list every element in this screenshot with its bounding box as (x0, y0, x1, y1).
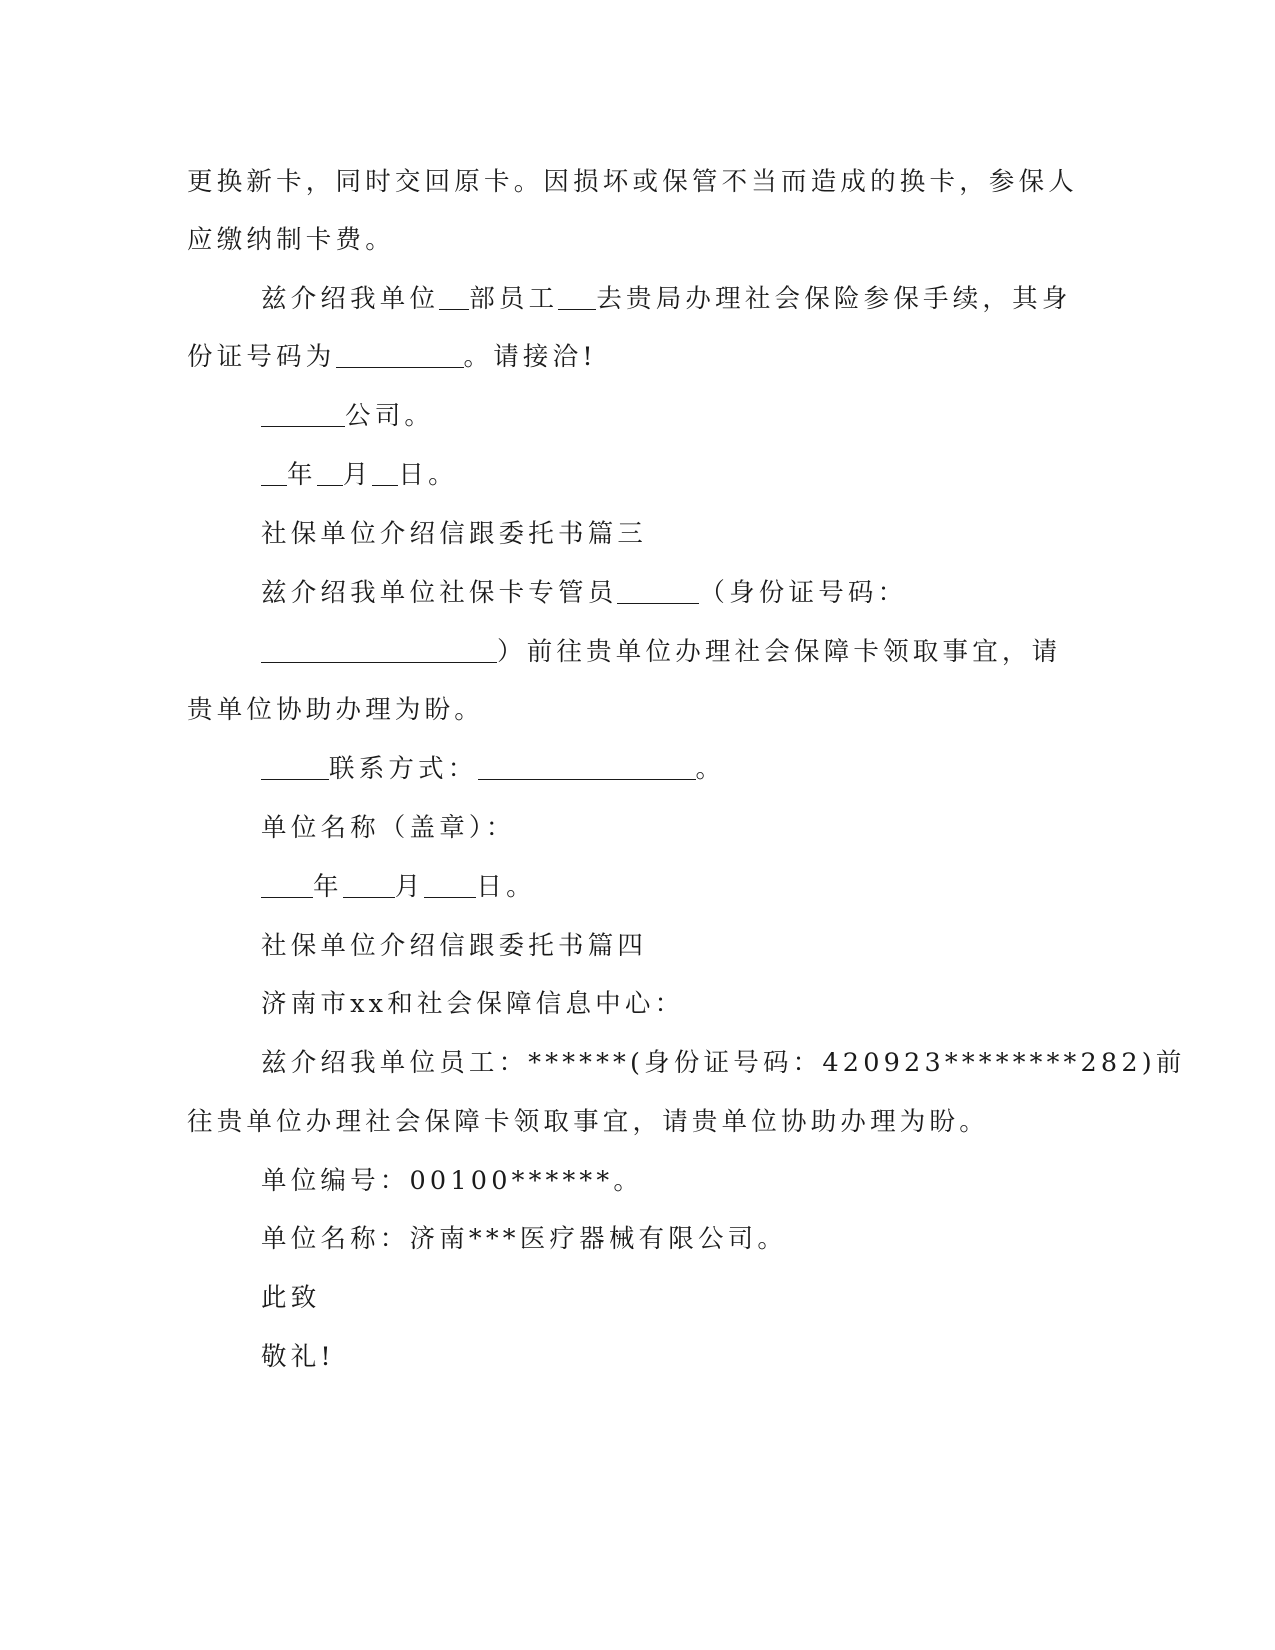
text: 日。 (476, 872, 536, 902)
text: 单位名称（盖章）： (261, 813, 516, 843)
text: 敬礼! (261, 1342, 335, 1372)
text: ）前往贵单位办理社会保障卡领取事宜，请 (497, 637, 1062, 667)
text: 贵单位协助办理为盼。 (187, 695, 485, 725)
text: （身份证号码： (699, 578, 908, 608)
text: 日。 (398, 460, 458, 490)
blank-day (372, 461, 398, 486)
text: 往贵单位办理社会保障卡领取事宜，请贵单位协助办理为盼。 (187, 1107, 989, 1137)
text: 社保单位介绍信跟委托书篇四 (261, 931, 648, 961)
blank-employee (558, 285, 596, 310)
blank-manager-name (617, 579, 699, 604)
blank-contact (478, 755, 696, 780)
paragraph-line (187, 694, 484, 726)
text: 更换新卡，同时交回原卡。因损坏或保管不当而造成的换卡，参保人 (187, 167, 1079, 197)
text: 月 (394, 872, 425, 902)
date-line (261, 871, 536, 903)
text: 公司。 (345, 401, 435, 431)
section-heading (261, 518, 647, 550)
blank-company (261, 402, 345, 427)
paragraph-line (261, 1047, 1186, 1079)
closing-line (261, 1282, 320, 1314)
paragraph-line (187, 1106, 989, 1138)
text: 。请接洽! (463, 342, 597, 372)
text: 年 (287, 460, 317, 490)
blank-id-number (336, 343, 464, 368)
text: 此致 (261, 1283, 321, 1313)
paragraph-line (261, 988, 684, 1020)
paragraph-line (261, 1165, 643, 1197)
text: 应缴纳制卡费。 (187, 225, 395, 255)
paragraph-line (187, 224, 395, 256)
text: 单位名称：济南***医疗器械有限公司。 (261, 1224, 788, 1254)
text: 兹介绍我单位员工：******(身份证号码：420923********282)前 (261, 1048, 1186, 1078)
paragraph-line (261, 636, 1061, 668)
text: 单位编号：00100******。 (261, 1166, 644, 1196)
blank-month (317, 461, 343, 486)
blank-year (261, 461, 287, 486)
section-heading (261, 930, 647, 962)
paragraph-line (261, 1223, 787, 1255)
paragraph-line (261, 577, 907, 609)
blank-name (261, 755, 329, 780)
text: 兹介绍我单位 (261, 284, 440, 314)
date-line (261, 459, 458, 491)
closing-line (261, 1341, 335, 1373)
blank-year (261, 873, 313, 898)
text: 济南市xx和社会保障信息中心： (261, 989, 685, 1019)
blank-month (343, 873, 395, 898)
paragraph-line (261, 283, 1072, 315)
blank-department (439, 285, 469, 310)
text: 社保单位介绍信跟委托书篇三 (261, 519, 648, 549)
text: 兹介绍我单位社保卡专管员 (261, 578, 618, 608)
blank-day (424, 873, 476, 898)
paragraph-line (261, 812, 516, 844)
text: 联系方式： (329, 754, 478, 784)
text: 去贵局办理社会保险参保手续，其身 (596, 284, 1072, 314)
paragraph-line (187, 166, 1078, 198)
text: 年 (313, 872, 343, 902)
blank-id-number (261, 638, 497, 663)
paragraph-line (187, 341, 597, 373)
paragraph-line (261, 753, 725, 785)
text: 份证号码为 (187, 342, 336, 372)
text: 部员工 (469, 284, 559, 314)
text: 。 (695, 754, 726, 784)
text: 月 (342, 460, 373, 490)
paragraph-line (261, 400, 434, 432)
